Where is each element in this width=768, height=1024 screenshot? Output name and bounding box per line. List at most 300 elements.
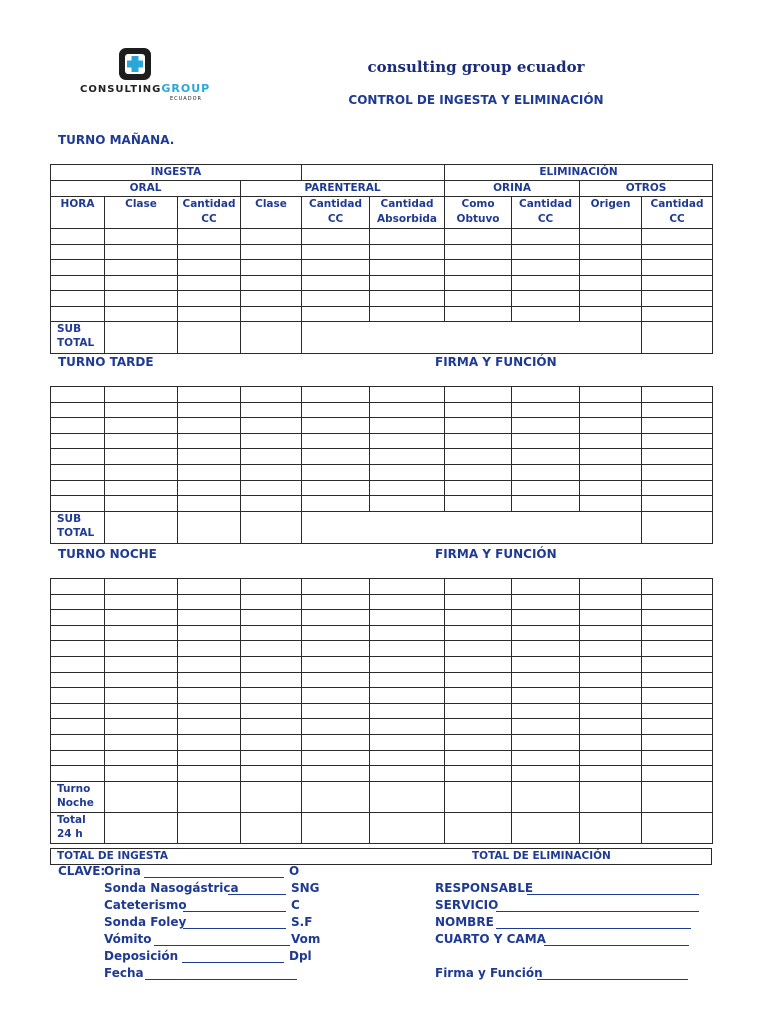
table-cell[interactable] [51,594,105,610]
table-cell[interactable] [105,449,178,465]
table-cell[interactable] [51,402,105,418]
table-cell[interactable] [370,480,445,496]
table-cell[interactable] [51,719,105,735]
table-cell[interactable] [370,672,445,688]
table-cell[interactable] [302,610,370,626]
table-cell[interactable] [302,402,370,418]
total-cell[interactable] [445,781,512,812]
table-cell[interactable] [105,433,178,449]
table-cell[interactable] [512,656,580,672]
table-cell[interactable] [51,291,105,307]
total-cell[interactable] [241,812,302,843]
table-cell[interactable] [580,688,642,704]
table-cell[interactable] [241,579,302,595]
table-cell[interactable] [302,750,370,766]
table-cell[interactable] [642,464,713,480]
table-cell[interactable] [642,496,713,512]
table-cell[interactable] [178,625,241,641]
table-cell[interactable] [580,734,642,750]
table-cell[interactable] [580,610,642,626]
table-cell[interactable] [241,734,302,750]
table-cell[interactable] [445,260,512,276]
table-cell[interactable] [580,719,642,735]
table-cell[interactable] [51,229,105,245]
table-cell[interactable] [512,496,580,512]
table-cell[interactable] [105,480,178,496]
table-cell[interactable] [105,402,178,418]
table-cell[interactable] [241,496,302,512]
nombre-field[interactable] [496,928,691,929]
table-cell[interactable] [512,275,580,291]
table-cell[interactable] [302,734,370,750]
table-cell[interactable] [580,433,642,449]
table-cell[interactable] [178,229,241,245]
subtotal-cell[interactable] [105,511,178,543]
total-cell[interactable] [512,812,580,843]
table-cell[interactable] [241,672,302,688]
table-cell[interactable] [370,433,445,449]
servicio-field[interactable] [496,911,699,912]
subtotal-cell[interactable] [642,511,713,543]
table-cell[interactable] [512,672,580,688]
subtotal-cell[interactable] [642,322,713,354]
total-cell[interactable] [445,812,512,843]
table-cell[interactable] [241,402,302,418]
table-cell[interactable] [178,480,241,496]
total-cell[interactable] [178,812,241,843]
table-cell[interactable] [302,496,370,512]
table-cell[interactable] [241,750,302,766]
table-cell[interactable] [642,750,713,766]
table-cell[interactable] [51,480,105,496]
table-cell[interactable] [512,688,580,704]
table-cell[interactable] [512,579,580,595]
table-cell[interactable] [241,418,302,434]
total-cell[interactable] [512,781,580,812]
table-cell[interactable] [370,260,445,276]
table-cell[interactable] [105,275,178,291]
table-cell[interactable] [105,387,178,403]
table-cell[interactable] [105,306,178,322]
table-cell[interactable] [302,688,370,704]
table-cell[interactable] [370,449,445,465]
table-cell[interactable] [302,672,370,688]
table-cell[interactable] [580,291,642,307]
table-cell[interactable] [241,766,302,782]
table-cell[interactable] [370,594,445,610]
table-cell[interactable] [580,766,642,782]
table-cell[interactable] [445,480,512,496]
table-cell[interactable] [178,672,241,688]
table-cell[interactable] [105,766,178,782]
table-cell[interactable] [370,402,445,418]
table-cell[interactable] [512,594,580,610]
table-cell[interactable] [445,625,512,641]
table-cell[interactable] [51,244,105,260]
table-cell[interactable] [370,291,445,307]
table-cell[interactable] [178,688,241,704]
table-cell[interactable] [51,433,105,449]
table-cell[interactable] [241,306,302,322]
table-cell[interactable] [302,433,370,449]
subtotal-cell[interactable] [178,322,241,354]
table-cell[interactable] [512,291,580,307]
table-cell[interactable] [445,496,512,512]
table-cell[interactable] [445,291,512,307]
table-cell[interactable] [51,275,105,291]
table-cell[interactable] [178,260,241,276]
table-cell[interactable] [105,464,178,480]
table-cell[interactable] [370,496,445,512]
total-cell[interactable] [302,781,370,812]
table-cell[interactable] [178,418,241,434]
table-cell[interactable] [51,766,105,782]
table-cell[interactable] [642,260,713,276]
table-cell[interactable] [178,734,241,750]
table-cell[interactable] [178,719,241,735]
table-cell[interactable] [642,734,713,750]
table-cell[interactable] [580,496,642,512]
total-cell[interactable] [105,812,178,843]
table-cell[interactable] [178,641,241,657]
table-cell[interactable] [51,496,105,512]
table-cell[interactable] [178,579,241,595]
total-cell[interactable] [580,781,642,812]
table-cell[interactable] [642,244,713,260]
table-cell[interactable] [241,480,302,496]
table-cell[interactable] [445,734,512,750]
table-cell[interactable] [445,719,512,735]
fecha-field[interactable] [145,979,297,980]
table-cell[interactable] [580,306,642,322]
table-cell[interactable] [445,306,512,322]
table-cell[interactable] [512,418,580,434]
table-cell[interactable] [580,402,642,418]
total-cell[interactable] [241,781,302,812]
table-cell[interactable] [445,656,512,672]
responsable-field[interactable] [527,894,699,895]
table-cell[interactable] [51,387,105,403]
table-cell[interactable] [642,656,713,672]
table-cell[interactable] [178,703,241,719]
table-cell[interactable] [241,275,302,291]
table-cell[interactable] [512,766,580,782]
total-cell[interactable] [580,812,642,843]
table-cell[interactable] [445,672,512,688]
table-cell[interactable] [51,703,105,719]
table-cell[interactable] [241,260,302,276]
table-cell[interactable] [105,703,178,719]
table-cell[interactable] [445,579,512,595]
table-cell[interactable] [241,641,302,657]
table-cell[interactable] [178,402,241,418]
table-cell[interactable] [370,579,445,595]
total-cell[interactable] [302,812,370,843]
cuarto-cama-field[interactable] [544,945,689,946]
table-cell[interactable] [512,750,580,766]
table-cell[interactable] [370,418,445,434]
table-cell[interactable] [302,594,370,610]
table-cell[interactable] [178,275,241,291]
table-cell[interactable] [642,625,713,641]
table-cell[interactable] [512,402,580,418]
table-cell[interactable] [580,464,642,480]
table-cell[interactable] [302,291,370,307]
table-cell[interactable] [642,387,713,403]
table-cell[interactable] [302,275,370,291]
table-cell[interactable] [580,260,642,276]
table-cell[interactable] [445,641,512,657]
table-cell[interactable] [51,449,105,465]
table-cell[interactable] [370,229,445,245]
table-cell[interactable] [512,387,580,403]
table-cell[interactable] [241,594,302,610]
table-cell[interactable] [370,688,445,704]
table-cell[interactable] [51,656,105,672]
table-cell[interactable] [302,579,370,595]
table-cell[interactable] [370,734,445,750]
table-cell[interactable] [302,719,370,735]
table-cell[interactable] [512,719,580,735]
table-cell[interactable] [580,750,642,766]
table-cell[interactable] [642,402,713,418]
table-cell[interactable] [370,387,445,403]
table-cell[interactable] [51,306,105,322]
subtotal-cell[interactable] [241,511,302,543]
table-cell[interactable] [105,688,178,704]
table-cell[interactable] [445,244,512,260]
total-cell[interactable] [642,812,713,843]
table-cell[interactable] [241,229,302,245]
table-cell[interactable] [370,244,445,260]
table-cell[interactable] [178,610,241,626]
table-cell[interactable] [642,766,713,782]
table-cell[interactable] [178,306,241,322]
table-cell[interactable] [642,275,713,291]
table-cell[interactable] [178,594,241,610]
table-cell[interactable] [642,703,713,719]
table-cell[interactable] [51,750,105,766]
table-cell[interactable] [445,750,512,766]
table-cell[interactable] [512,464,580,480]
table-cell[interactable] [445,449,512,465]
table-cell[interactable] [302,387,370,403]
table-cell[interactable] [302,464,370,480]
subtotal-cell[interactable] [241,322,302,354]
table-cell[interactable] [642,291,713,307]
table-cell[interactable] [302,656,370,672]
table-cell[interactable] [105,625,178,641]
table-cell[interactable] [512,480,580,496]
table-cell[interactable] [370,306,445,322]
table-cell[interactable] [302,625,370,641]
total-cell[interactable] [178,781,241,812]
table-cell[interactable] [580,480,642,496]
table-cell[interactable] [512,625,580,641]
table-cell[interactable] [512,244,580,260]
table-cell[interactable] [178,291,241,307]
table-cell[interactable] [580,625,642,641]
table-cell[interactable] [302,260,370,276]
table-cell[interactable] [445,433,512,449]
table-cell[interactable] [445,688,512,704]
table-cell[interactable] [51,672,105,688]
table-cell[interactable] [105,610,178,626]
table-cell[interactable] [642,306,713,322]
table-cell[interactable] [302,418,370,434]
table-cell[interactable] [370,766,445,782]
table-cell[interactable] [178,656,241,672]
table-cell[interactable] [178,750,241,766]
table-cell[interactable] [105,260,178,276]
table-cell[interactable] [105,229,178,245]
table-cell[interactable] [105,641,178,657]
table-cell[interactable] [642,579,713,595]
table-cell[interactable] [642,719,713,735]
table-cell[interactable] [642,672,713,688]
table-cell[interactable] [512,734,580,750]
table-cell[interactable] [302,703,370,719]
table-cell[interactable] [642,610,713,626]
table-cell[interactable] [302,229,370,245]
table-cell[interactable] [302,449,370,465]
table-cell[interactable] [51,260,105,276]
table-cell[interactable] [241,610,302,626]
firma-funcion-field[interactable] [537,979,688,980]
table-cell[interactable] [445,766,512,782]
table-cell[interactable] [580,579,642,595]
table-cell[interactable] [105,750,178,766]
table-cell[interactable] [241,464,302,480]
table-cell[interactable] [241,719,302,735]
table-cell[interactable] [105,418,178,434]
subtotal-cell[interactable] [105,322,178,354]
table-cell[interactable] [51,610,105,626]
subtotal-cell[interactable] [302,511,642,543]
table-cell[interactable] [51,734,105,750]
table-cell[interactable] [302,244,370,260]
table-cell[interactable] [370,625,445,641]
table-cell[interactable] [445,464,512,480]
table-cell[interactable] [445,703,512,719]
table-cell[interactable] [642,641,713,657]
table-cell[interactable] [105,734,178,750]
table-cell[interactable] [642,449,713,465]
table-cell[interactable] [642,229,713,245]
table-cell[interactable] [370,275,445,291]
table-cell[interactable] [580,449,642,465]
table-cell[interactable] [241,291,302,307]
total-cell[interactable] [370,812,445,843]
table-cell[interactable] [642,594,713,610]
table-cell[interactable] [370,610,445,626]
table-cell[interactable] [105,579,178,595]
table-cell[interactable] [178,244,241,260]
table-cell[interactable] [580,594,642,610]
table-cell[interactable] [51,579,105,595]
table-cell[interactable] [580,229,642,245]
table-cell[interactable] [302,641,370,657]
table-cell[interactable] [105,496,178,512]
table-cell[interactable] [445,402,512,418]
table-cell[interactable] [370,750,445,766]
table-cell[interactable] [512,260,580,276]
table-cell[interactable] [580,656,642,672]
table-cell[interactable] [445,387,512,403]
table-cell[interactable] [580,275,642,291]
table-cell[interactable] [241,656,302,672]
table-cell[interactable] [51,464,105,480]
table-cell[interactable] [445,610,512,626]
table-cell[interactable] [512,610,580,626]
table-cell[interactable] [105,291,178,307]
table-cell[interactable] [580,244,642,260]
table-cell[interactable] [512,641,580,657]
table-cell[interactable] [512,306,580,322]
table-cell[interactable] [445,418,512,434]
table-cell[interactable] [580,418,642,434]
table-cell[interactable] [178,433,241,449]
table-cell[interactable] [302,480,370,496]
total-cell[interactable] [105,781,178,812]
table-cell[interactable] [580,641,642,657]
table-cell[interactable] [51,418,105,434]
table-cell[interactable] [512,703,580,719]
table-cell[interactable] [302,766,370,782]
table-cell[interactable] [370,719,445,735]
table-cell[interactable] [642,688,713,704]
table-cell[interactable] [241,387,302,403]
table-cell[interactable] [105,594,178,610]
table-cell[interactable] [370,464,445,480]
table-cell[interactable] [178,387,241,403]
table-cell[interactable] [642,480,713,496]
table-cell[interactable] [178,449,241,465]
table-cell[interactable] [370,656,445,672]
table-cell[interactable] [105,656,178,672]
table-cell[interactable] [241,433,302,449]
table-cell[interactable] [241,625,302,641]
table-cell[interactable] [642,433,713,449]
table-cell[interactable] [51,688,105,704]
table-cell[interactable] [580,703,642,719]
table-cell[interactable] [445,229,512,245]
table-cell[interactable] [105,244,178,260]
table-cell[interactable] [105,672,178,688]
table-cell[interactable] [178,496,241,512]
table-cell[interactable] [241,703,302,719]
table-cell[interactable] [178,464,241,480]
table-cell[interactable] [241,449,302,465]
table-cell[interactable] [370,641,445,657]
total-cell[interactable] [370,781,445,812]
table-cell[interactable] [105,719,178,735]
table-cell[interactable] [512,449,580,465]
table-cell[interactable] [51,625,105,641]
table-cell[interactable] [370,703,445,719]
table-cell[interactable] [445,275,512,291]
table-cell[interactable] [512,433,580,449]
table-cell[interactable] [445,594,512,610]
table-cell[interactable] [241,688,302,704]
table-cell[interactable] [302,306,370,322]
table-cell[interactable] [642,418,713,434]
table-cell[interactable] [241,244,302,260]
table-cell[interactable] [51,641,105,657]
table-cell[interactable] [580,387,642,403]
subtotal-cell[interactable] [178,511,241,543]
table-cell[interactable] [178,766,241,782]
